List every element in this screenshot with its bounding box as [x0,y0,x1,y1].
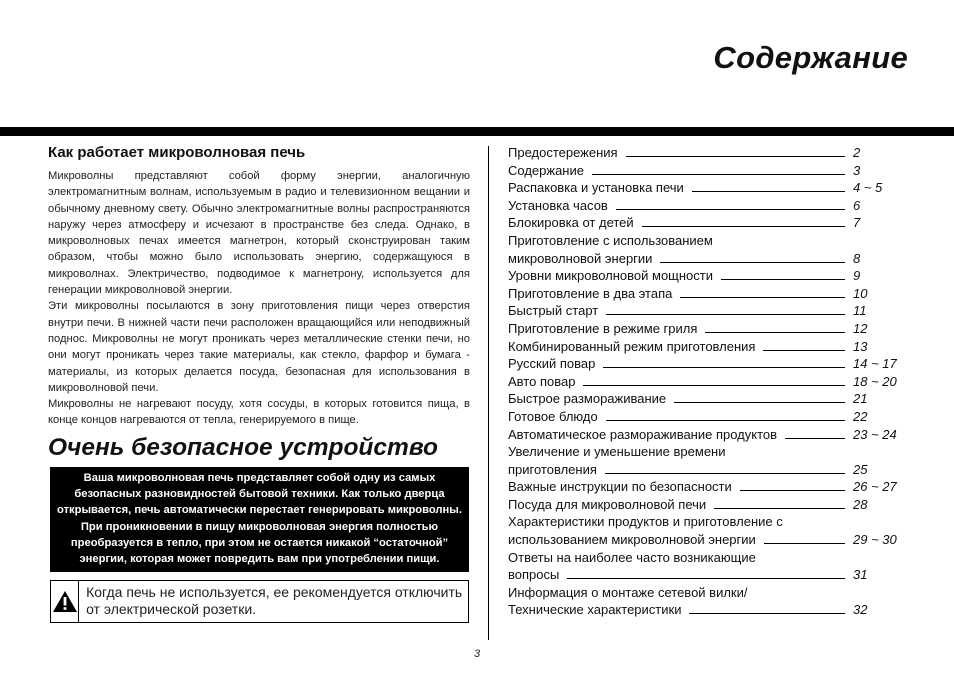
warning-icon-cell [51,581,79,622]
toc-line [508,232,908,250]
toc-entry-label: Технические характеристики [508,602,682,618]
toc-entry [508,408,908,426]
toc-line [508,338,908,356]
toc-entry-label: Характеристики продуктов и приготовление с [508,514,783,530]
toc-line [508,214,908,232]
toc-page-number: 31 [853,567,868,583]
paragraph: Микроволны не нагревают посуду, хотя сосуды, в которых готовится пища, в конце концов нагреваются от тепла, генерируемого в пище. [48,398,470,427]
toc-entry-label: приготовления [508,461,597,477]
paragraph: Микроволны представляют собой форму энергии, аналогичную электромагнитным волнам, используемым в радио и телевизионном вещании и обычному дневному свету. Обычно электромагнитные волны распространяются наружу через атмосферу и исчезают в пространстве без следа. Однако, в микроволновых печах имеется магнетрон, который сконструирован таким образом, чтобы можно было использовать энергию, содержащуюся в микроволнах. Электричество, подводимое к магнетрону, используется для генерации микроволновой энергии. [48,170,470,297]
left-column [48,144,470,623]
toc-leader-line [721,279,845,280]
toc-entry [508,267,908,285]
toc-line [508,601,908,619]
toc-leader-line [680,297,845,298]
toc-page-number: 11 [853,303,867,319]
toc-line [508,584,908,602]
toc-page-number: 14 ~ 17 [853,356,897,372]
toc-entry [508,584,908,619]
safety-notice-box: Ваша микроволновая печь представляет собой одну из самых безопасных разновидностей бытовой техники. Как только дверца открывается, печь автоматически перестает генерировать микроволны. При проникновении в пищу микроволновая энергия полностью преобразуется в тепло, при этом не остается никакой “остаточной” энергии, которая может повредить вам при употреблении пищи. [50,467,469,572]
toc-page-number: 7 [853,215,861,231]
table-of-contents [508,144,908,619]
toc-line [508,461,908,479]
toc-line [508,250,908,268]
toc-line [508,302,908,320]
toc-entry [508,162,908,180]
toc-entry-label: Приготовление с использованием [508,232,713,248]
toc-line [508,373,908,391]
toc-page-number: 12 [853,320,868,336]
toc-entry [508,232,908,267]
toc-leader-line [603,367,845,368]
toc-leader-line [689,613,845,614]
toc-line [508,496,908,514]
toc-page-number: 18 ~ 20 [853,373,897,389]
toc-leader-line [583,385,845,386]
toc-entry-label: Быстрое размораживание [508,391,667,407]
safety-heading: Очень безопасное устройство [48,433,438,461]
toc-page-number: 28 [853,496,868,512]
toc-line [508,267,908,285]
toc-entry-label: Автоматическое размораживание продуктов [508,426,778,442]
toc-leader-line [616,209,845,210]
toc-entry [508,355,908,373]
toc-leader-line [785,438,845,439]
paragraph: Эти микроволны посылаются в зону приготовления пищи через отверстия внутри печи. В нижней части печи расположен вращающийся или неподвижный поднос. Микроволны не могут проникать через металлические стенки печи, но они могут проникать через такие материалы, как стекло, фарфор и бумага - материалы, из которых делается посуда, безопасная для использования в микроволновой печи. [48,300,470,394]
toc-entry-label: Увеличение и уменьшение времени [508,444,726,460]
toc-line [508,531,908,549]
page-title: Содержание [713,40,908,75]
toc-entry [508,443,908,478]
toc-line [508,179,908,197]
toc-page-number: 9 [853,268,861,284]
toc-entry-label: Предостережения [508,145,618,160]
toc-line [508,513,908,531]
toc-page-number: 3 [853,162,861,178]
toc-entry-label: Русский повар [508,356,596,372]
toc-entry [508,373,908,391]
toc-entry-label: Блокировка от детей [508,215,634,231]
toc-page-number: 6 [853,197,861,213]
toc-page-number: 4 ~ 5 [853,180,883,196]
toc-line [508,566,908,584]
toc-entry-label: Распаковка и установка печи [508,180,684,196]
toc-page-number: 22 [853,408,868,424]
toc-page-number: 2 [853,145,861,160]
toc-entry-label: Авто повар [508,373,576,389]
toc-leader-line [660,262,845,263]
toc-entry-label: Уровни микроволновой мощности [508,268,713,284]
toc-entry-label: использованием микроволновой энергии [508,532,756,548]
toc-entry-label: Содержание [508,162,584,178]
toc-leader-line [606,314,845,315]
toc-entry-label: Установка часов [508,197,608,213]
toc-page-number: 13 [853,338,868,354]
warning-box [50,580,469,623]
toc-entry-label: микроволновой энергии [508,250,653,266]
header-rule [0,127,954,136]
toc-line [508,285,908,303]
toc-page-number: 10 [853,285,868,301]
toc-leader-line [674,402,845,403]
toc-page-number: 29 ~ 30 [853,532,897,548]
toc-entry [508,197,908,215]
toc-leader-line [705,332,845,333]
toc-leader-line [692,191,845,192]
toc-leader-line [626,156,845,157]
warning-triangle-icon [52,590,78,613]
toc-entry-label: Быстрый старт [508,303,599,319]
toc-entry [508,302,908,320]
toc-page-number: 23 ~ 24 [853,426,897,442]
toc-page-number: 8 [853,250,861,266]
toc-leader-line [642,226,845,227]
toc-entry-label: вопросы [508,567,560,583]
toc-entry-label: Важные инструкции по безопасности [508,479,732,495]
toc-line [508,443,908,461]
toc-leader-line [763,350,845,351]
toc-line [508,320,908,338]
toc-entry [508,478,908,496]
toc-line [508,197,908,215]
toc-leader-line [592,174,845,175]
toc-entry [508,426,908,444]
toc-entry [508,144,908,162]
toc-leader-line [605,473,845,474]
body-text [48,168,470,429]
toc-entry [508,513,908,548]
toc-entry-label: Посуда для микроволновой печи [508,496,707,512]
toc-line [508,426,908,444]
toc-leader-line [740,490,845,491]
toc-entry [508,214,908,232]
toc-entry-label: Приготовление в два этапа [508,285,673,301]
toc-entry-label: Комбинированный режим приготовления [508,338,756,354]
toc-page-number: 21 [853,391,868,407]
toc-line [508,408,908,426]
column-divider [488,146,489,640]
toc-entry [508,285,908,303]
toc-entry-label: Информация о монтаже сетевой вилки/ [508,584,748,600]
toc-entry [508,179,908,197]
toc-leader-line [764,543,845,544]
section-heading-how-it-works: Как работает микроволновая печь [48,144,306,161]
toc-entry [508,390,908,408]
toc-line [508,478,908,496]
toc-entry-label: Приготовление в режиме гриля [508,320,698,336]
toc-page-number: 32 [853,602,868,618]
toc-leader-line [567,578,845,579]
toc-entry [508,320,908,338]
toc-entry [508,338,908,356]
toc-line [508,390,908,408]
toc-page-number: 26 ~ 27 [853,479,897,495]
toc-leader-line [714,508,845,509]
toc-entry-label: Готовое блюдо [508,408,598,424]
toc-page-number: 25 [853,461,868,477]
toc-entry [508,496,908,514]
toc-line [508,549,908,567]
page-number: 3 [474,648,481,660]
toc-line [508,144,908,162]
toc-leader-line [606,420,845,421]
toc-line [508,162,908,180]
toc-entry-label: Ответы на наиболее часто возникающие [508,549,756,565]
toc-entry [508,549,908,584]
toc-line [508,355,908,373]
warning-text: Когда печь не используется, ее рекомендуется отключить от электрической розетки. [86,584,463,618]
